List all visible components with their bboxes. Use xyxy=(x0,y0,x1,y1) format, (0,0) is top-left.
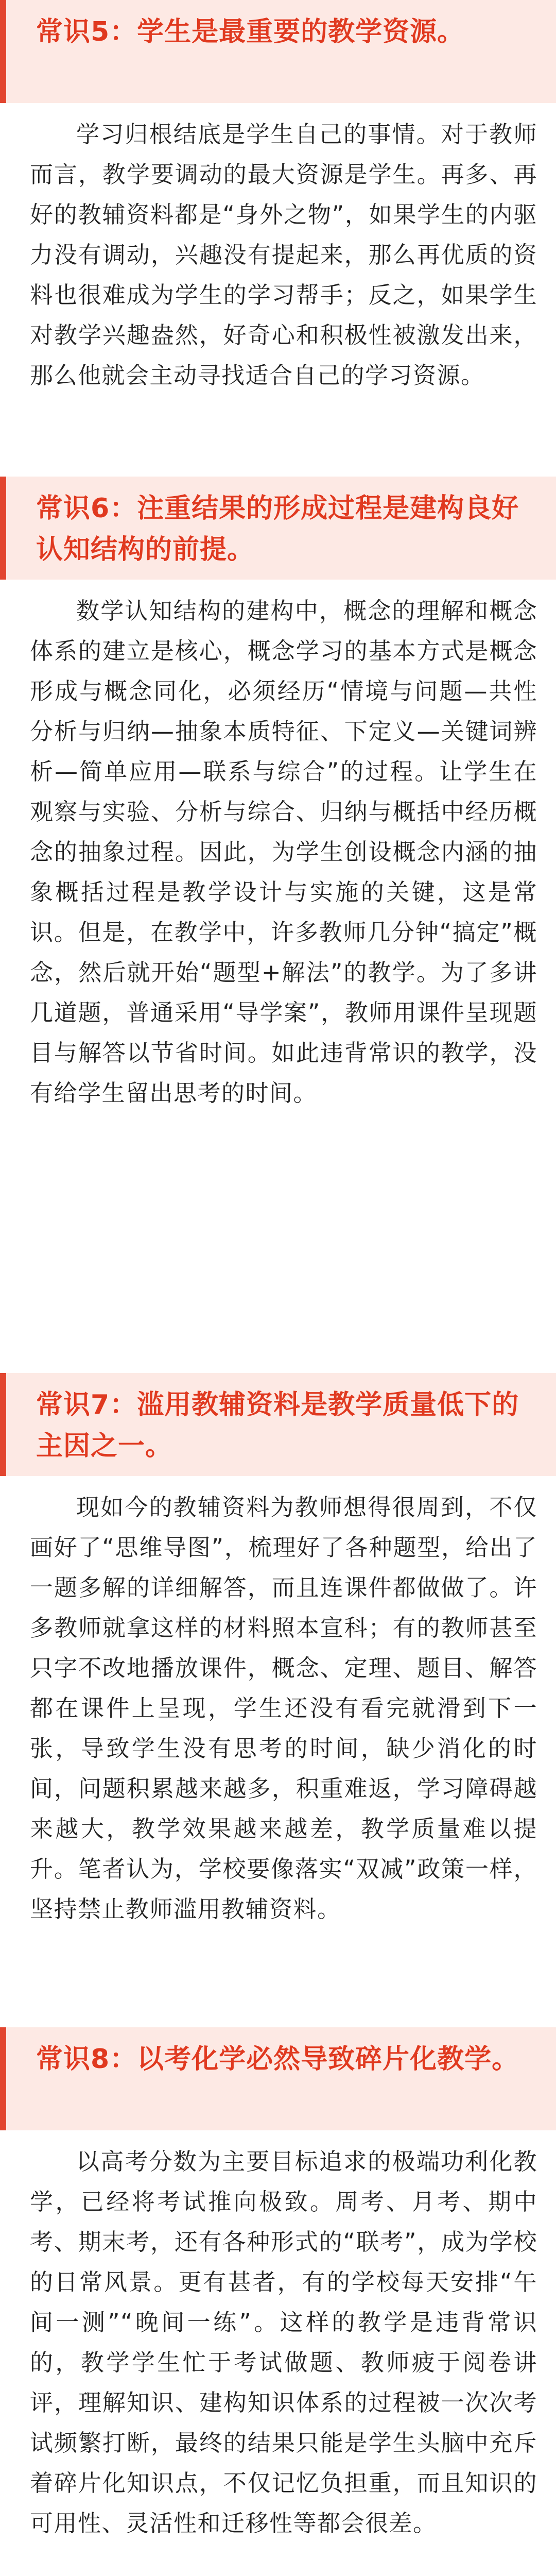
section-6-header xyxy=(0,477,556,580)
section-7-body xyxy=(0,1487,556,1929)
section-8-paragraph: 以高考分数为主要目标追求的极端功利化教学，已经将考试推向极致。周考、月考、期中考、期末考，还有各种形式的“联考”，成为学校的日常风景。更有甚者，有的学校每天安排“午间一测”“晚间一练”。这样的教学是违背常识的，教学学生忙于考试做题、教师疲于阅卷讲评，理解知识、建构知识体系的过程被一次次考试频繁打断，最终的结果只能是学生头脑中充斥着碎片化知识点，不仅记忆负担重，而且知识的可用性、灵活性和迁移性等都会很差。 xyxy=(30,2148,537,2537)
section-5-title: 常识5：学生是最重要的教学资源。 xyxy=(36,16,465,47)
section-7-paragraph: 现如今的教辅资料为教师想得很周到，不仅画好了“思维导图”，梳理好了各种题型，给出了一题多解的详细解答，而且连课件都做做了。许多教师就拿这样的材料照本宣科；有的教师甚至只字不改地播放课件，概念、定理、题目、解答都在课件上呈现，学生还没有看完就滑到下一张，导致学生没有思考的时间，缺少消化的时间，问题积累越来越多，积重难返，学习障碍越来越大，教学效果越来越差，教学质量难以提升。笔者认为，学校要像落实“双减”政策一样，坚持禁止教师滥用教辅资料。 xyxy=(30,1494,537,1923)
section-common-sense-8 xyxy=(0,2027,556,2576)
section-5-header xyxy=(0,0,556,103)
section-8-body xyxy=(0,2142,556,2544)
section-common-sense-6 xyxy=(0,477,556,1368)
section-6-title: 常识6：注重结果的形成过程是建构良好认知结构的前提。 xyxy=(36,493,519,565)
section-common-sense-5 xyxy=(0,0,556,469)
section-8-title: 常识8：以考化学必然导致碎片化教学。 xyxy=(36,2044,519,2075)
section-5-body xyxy=(0,114,556,396)
section-7-title: 常识7：滥用教辅资料是教学质量低下的主因之一。 xyxy=(36,1389,519,1462)
section-common-sense-7 xyxy=(0,1373,556,2022)
section-5-paragraph: 学习归根结底是学生自己的事情。对于教师而言，教学要调动的最大资源是学生。再多、再好的教辅资料都是“身外之物”，如果学生的内驱力没有调动，兴趣没有提起来，那么再优质的资料也很难成为学生的学习帮手；反之，如果学生对教学兴趣盎然，好奇心和积极性被激发出来，那么他就会主动寻找适合自己的学习资源。 xyxy=(30,121,537,389)
section-7-header xyxy=(0,1373,556,1476)
section-6-paragraph: 数学认知结构的建构中，概念的理解和概念体系的建立是核心，概念学习的基本方式是概念形成与概念同化，必须经历“情境与问题—共性分析与归纳—抽象本质特征、下定义—关键词辨析—简单应用—联系与综合”的过程。让学生在观察与实验、分析与综合、归纳与概括中经历概念的抽象过程。因此，为学生创设概念内涵的抽象概括过程是教学设计与实施的关键，这是常识。但是，在教学中，许多教师几分钟“搞定”概念，然后就开始“题型+解法”的教学。为了多讲几道题，普通采用“导学案”，教师用课件呈现题目与解答以节省时间。如此违背常识的教学，没有给学生留出思考的时间。 xyxy=(30,597,537,1107)
section-6-body xyxy=(0,591,556,1113)
section-8-header xyxy=(0,2027,556,2130)
